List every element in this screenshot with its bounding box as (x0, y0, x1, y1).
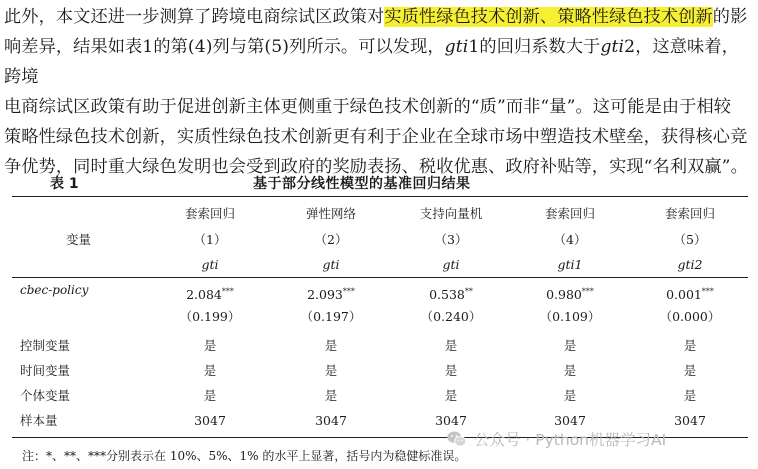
table-cell: 是 (444, 338, 458, 353)
column-number: （3） (434, 232, 468, 247)
table-cell: 是 (203, 388, 217, 403)
standard-error-cell: （0.199） (179, 309, 241, 324)
table-cell: 是 (444, 363, 458, 378)
table-row-label: 样本量 (20, 413, 58, 428)
wechat-icon (446, 428, 468, 450)
table-heading (0, 173, 758, 195)
significance-stars: *** (221, 287, 234, 296)
column-number: （1） (193, 232, 227, 247)
table-cell: 是 (324, 363, 338, 378)
column-method: 套索回归 (664, 206, 715, 221)
significance-stars: *** (342, 287, 355, 296)
table-row-label: 时间变量 (20, 363, 71, 378)
paragraph-text: 1的回归系数大于 (468, 37, 601, 57)
paragraph-text: 响差异，结果如表1的第(4)列与第(5)列所示。可以发现， (4, 37, 445, 57)
paragraph-line-2 (4, 32, 754, 92)
table-cell: 3047 (315, 413, 347, 428)
coefficient-cell: 2.093*** (307, 287, 355, 302)
table-cell: 是 (563, 388, 577, 403)
table-cell: 是 (324, 338, 338, 353)
column-method: 套索回归 (184, 206, 235, 221)
table-row-label: 个体变量 (20, 388, 71, 403)
column-dependent-variable: gti (201, 257, 219, 272)
table-header-rule (12, 277, 748, 278)
table-cell: 3047 (194, 413, 226, 428)
significance-stars: ** (464, 287, 473, 296)
variable-name: gti (444, 37, 469, 57)
paragraph-text: 的影 (712, 7, 748, 27)
table-cell: 是 (203, 363, 217, 378)
table-cell: 是 (683, 388, 697, 403)
table-cell: 是 (683, 338, 697, 353)
table-title: 基于部分线性模型的基准回归结果 (253, 176, 471, 192)
significance-stars: *** (581, 287, 594, 296)
table-cell: 3047 (674, 413, 706, 428)
column-method: 支持向量机 (419, 206, 483, 221)
table-label: 表 1 (50, 176, 79, 192)
table-row-label: 控制变量 (20, 338, 71, 353)
coefficient-cell: 0.001*** (666, 287, 714, 302)
column-dependent-variable: gti (322, 257, 340, 272)
body-paragraph (4, 2, 754, 182)
variable-column-header: 变量 (66, 232, 92, 247)
column-dependent-variable: gti (442, 257, 460, 272)
paragraph-line-4: 策略性绿色技术创新，实质性绿色技术创新更有利于企业在全球市场中塑造技术壁垒，获得核心竞 (4, 127, 748, 147)
standard-error-cell: （0.000） (659, 309, 721, 324)
column-number: （5） (673, 232, 707, 247)
coef-row-name: cbec-policy (20, 283, 89, 297)
column-number: （4） (553, 232, 587, 247)
paragraph-line-5: 争优势，同时重大绿色发明也会受到政府的奖励表扬、税收优惠、政府补贴等，实现“名利双赢”。 (4, 157, 748, 177)
table-note: 注：*、**、***分别表示在 10%、5%、1% 的水平上显著，括号内为稳健标准误。 (22, 449, 467, 463)
paragraph-line-1 (4, 2, 754, 32)
column-dependent-variable: gti1 (557, 257, 583, 272)
coefficient-cell: 0.538** (429, 287, 473, 302)
table-cell: 是 (444, 388, 458, 403)
column-method: 弹性网络 (305, 206, 356, 221)
table-cell: 是 (683, 363, 697, 378)
paragraph-line-3: 电商综试区政策有助于促进创新主体更侧重于绿色技术创新的“质”而非“量”。这可能是由于相较 (4, 97, 732, 117)
column-method: 套索回归 (544, 206, 595, 221)
standard-error-cell: （0.240） (420, 309, 482, 324)
watermark-text: 公众号 · Python机器学习AI (474, 431, 667, 449)
table-cell: 是 (563, 338, 577, 353)
table-cell: 是 (203, 338, 217, 353)
variable-name: gti (600, 37, 625, 57)
table-cell: 3047 (435, 413, 467, 428)
table-top-rule (12, 196, 748, 197)
table-cell: 是 (563, 363, 577, 378)
paragraph-text: 2，这意味着，跨境 (4, 37, 739, 87)
watermark (446, 426, 666, 452)
coefficient-cell: 2.084*** (186, 287, 234, 302)
paragraph-text: 此外，本文还进一步测算了跨境电商综试区政策对 (4, 7, 385, 27)
table-cell: 是 (324, 388, 338, 403)
table-cell: 3047 (554, 413, 586, 428)
highlighted-text: 实质性绿色技术创新、策略性绿色技术创新 (384, 7, 713, 27)
significance-stars: *** (701, 287, 714, 296)
standard-error-cell: （0.109） (539, 309, 601, 324)
column-dependent-variable: gti2 (677, 257, 703, 272)
standard-error-cell: （0.197） (300, 309, 362, 324)
coefficient-cell: 0.980*** (546, 287, 594, 302)
column-number: （2） (314, 232, 348, 247)
